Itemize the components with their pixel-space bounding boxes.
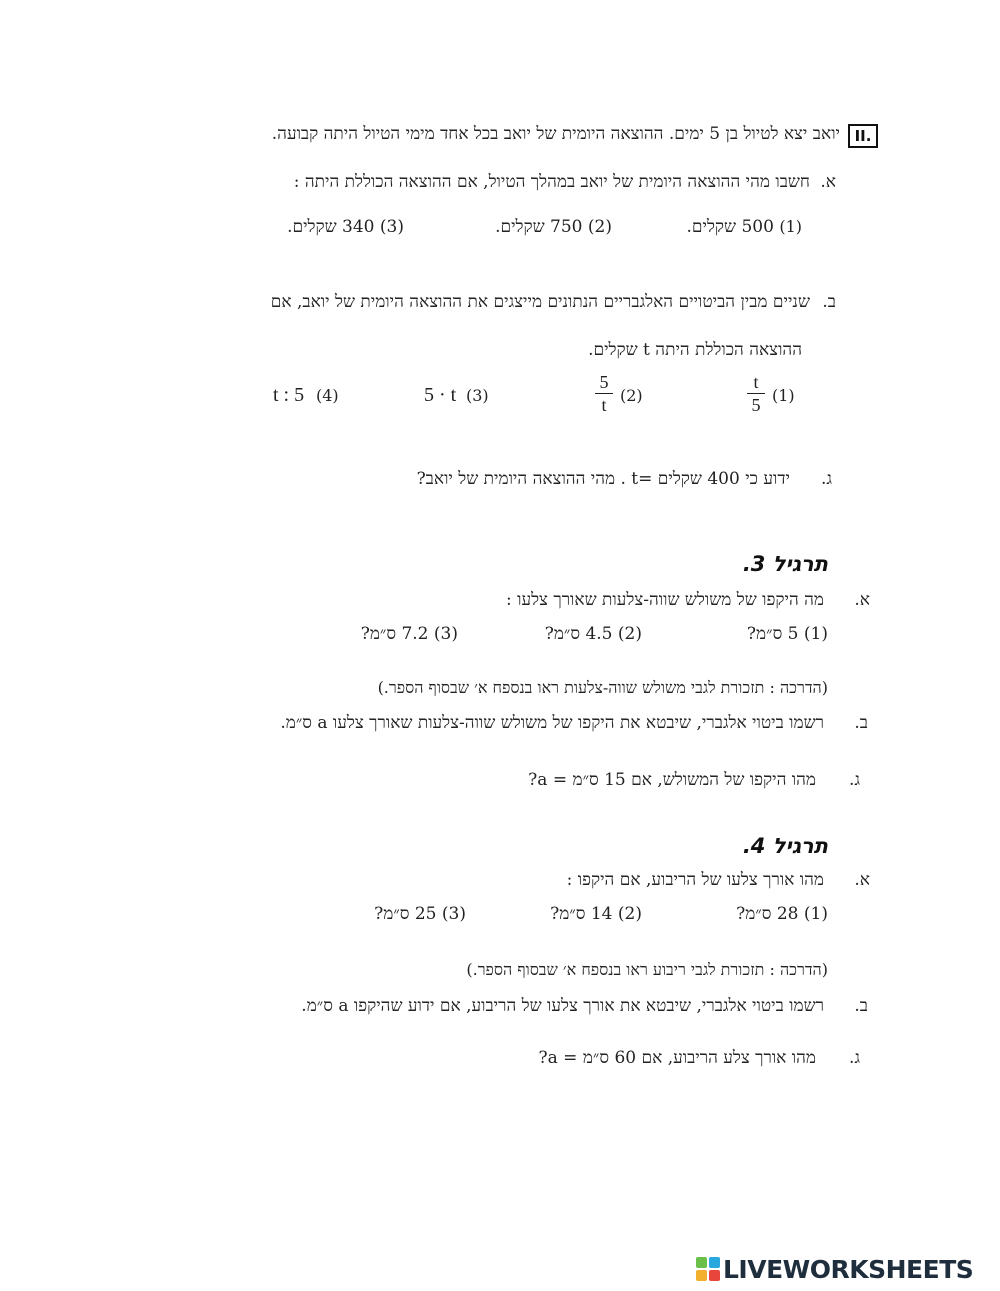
part-b-label: ב. [854, 713, 868, 733]
exercise-2-intro: יואב יצא לטיול בן 5 ימים. ההוצאה היומית של יואב בכל אחד מימי הטיול היתה קבועה. [271, 124, 840, 144]
exercise-4-part-b-text: רשמו ביטוי אלגברי, שיבטא את אורך צלעו של הריבוע, אם ידוע שהיקפו a ס״מ. [301, 996, 824, 1016]
exercise-3-part-a-text: מה היקפו של משולש שווה-צלעות שאורך צלעו : [505, 590, 824, 610]
logo-square-green [696, 1257, 707, 1268]
exercise-3-title: תרגיל 3. [742, 552, 828, 576]
fraction-numerator: 5 [599, 372, 609, 392]
expression-t-div-5: t : 5 [273, 384, 305, 406]
part-a-label: א. [854, 870, 870, 890]
ex4-option-3: (3) 25 ס״מ? [374, 904, 466, 924]
part-c-label: ג. [848, 770, 860, 790]
fraction-numerator: t [753, 372, 759, 392]
ex2-b-option-4-tag: (4) [316, 386, 339, 405]
ex4-option-2: (2) 14 ס״מ? [550, 904, 642, 924]
exercise-2-part-c-text: ידוע כי 400 שקלים =t . מהי ההוצאה היומית של יואב? [416, 469, 790, 489]
logo-square-yellow [696, 1270, 707, 1281]
part-b-label: ב. [854, 996, 868, 1016]
part-c-label: ג. [848, 1048, 860, 1068]
fraction-t-over-5 [745, 372, 767, 415]
exercise-4-part-a-text: מהו אורך צלעו של הריבוע, אם היקפו : [566, 870, 824, 890]
part-a-label: א. [820, 172, 836, 192]
exercise-4-title: תרגיל 4. [742, 834, 828, 858]
part-c-label: ג. [820, 469, 832, 489]
part-a-label: א. [854, 590, 870, 610]
ex2-option-3: (3) 340 שקלים. [287, 217, 404, 237]
ex2-b-option-1-tag: (1) [772, 386, 795, 405]
exercise-3-hint: (הדרכה : תזכורת לגבי משולש שווה-צלעות ראו בנספח א׳ שבסוף הספר.) [377, 678, 828, 697]
logo-square-blue [709, 1257, 720, 1268]
ex2-b-option-2-tag: (2) [620, 386, 643, 405]
exercise-4-part-c-text: מהו אורך צלע הריבוע, אם 60 ס״מ = a? [538, 1048, 816, 1068]
part-b-label: ב. [822, 292, 836, 312]
ex4-option-1: (1) 28 ס״מ? [736, 904, 828, 924]
ex2-b-option-3-tag: (3) [466, 386, 489, 405]
fraction-denominator: 5 [751, 395, 761, 415]
liveworksheets-logo [696, 1253, 996, 1285]
exercise-2-part-b-text-line2: ההוצאה הכוללת היתה t שקלים. [588, 340, 802, 360]
expression-5-times-t: 5 · t [424, 384, 457, 406]
liveworksheets-brand-text: LIVEWORKSHEETS [723, 1254, 974, 1284]
exercise-3-part-b-text: רשמו ביטוי אלגברי, שיבטא את היקפו של משולש שווה-צלעות שאורך צלעו a ס״מ. [280, 713, 824, 733]
exercise-4-hint: (הדרכה : תזכורת לגבי ריבוע ראו בנספח א׳ שבסוף הספר.) [466, 960, 828, 979]
ex2-option-1: (1) 500 שקלים. [686, 217, 802, 237]
exercise-2-part-b-text-line1: שניים מבין הביטויים האלגבריים הנתונים מייצגים את ההוצאה היומית של יואב, אם [270, 292, 810, 312]
liveworksheets-logo-icon [696, 1257, 720, 1281]
exercise-number-badge: II. [848, 124, 878, 148]
exercise-2-part-a-text: חשבו מהי ההוצאה היומית של יואב במהלך הטיול, אם ההוצאה הכוללת היתה : [293, 172, 810, 192]
ex3-option-1: (1) 5 ס״מ? [746, 624, 828, 644]
ex2-option-2: (2) 750 שקלים. [495, 217, 612, 237]
ex3-option-2: (2) 4.5 ס״מ? [544, 624, 642, 644]
logo-square-red [709, 1270, 720, 1281]
exercise-3-part-c-text: מהו היקפו של המשולש, אם 15 ס״מ = a? [528, 770, 816, 790]
fraction-5-over-t [593, 372, 615, 415]
fraction-denominator: t [601, 395, 607, 415]
ex3-option-3: (3) 7.2 ס״מ? [360, 624, 458, 644]
